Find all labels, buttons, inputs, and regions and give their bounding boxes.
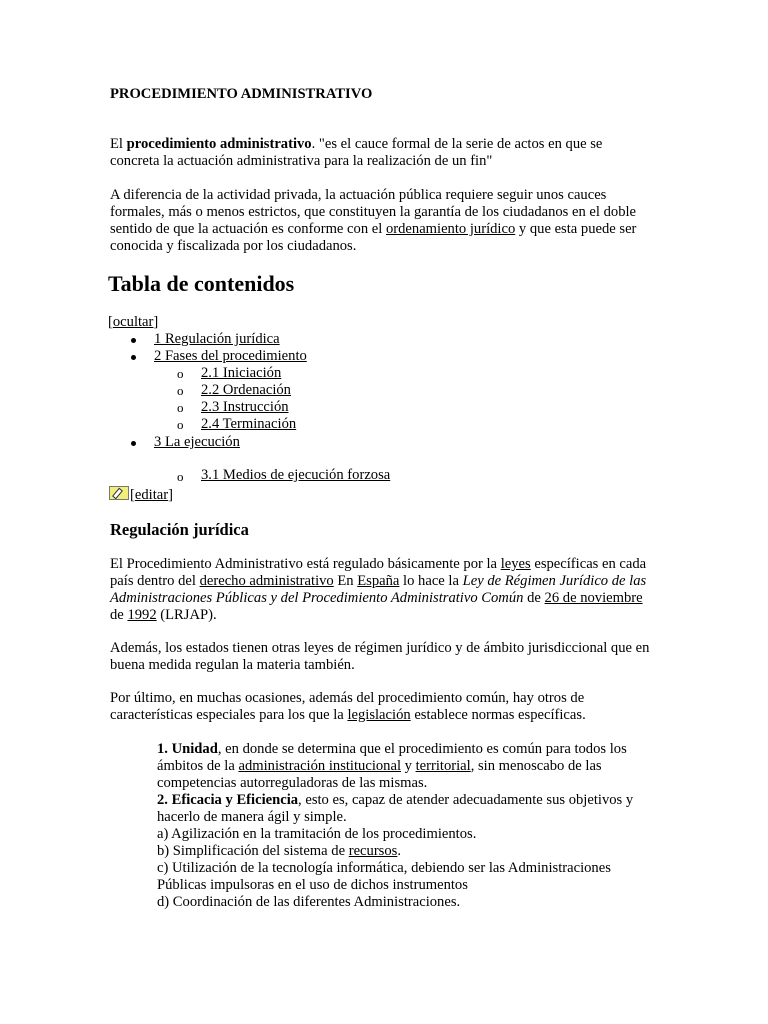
bullet-icon: [131, 355, 136, 360]
law-title-italic: Ley de Régimen Jurídico de las Administraciones Públicas y del Procedimiento Administrativo Común: [110, 573, 647, 606]
link-1992[interactable]: 1992: [127, 607, 157, 623]
edit-link[interactable]: editar: [134, 487, 169, 503]
text: específicas en cada país dentro del: [110, 556, 647, 589]
toc-item-regulacion[interactable]: 1 Regulación jurídica: [154, 331, 280, 347]
principle-title: 1. Unidad: [157, 741, 218, 757]
text: establece normas específicas.: [410, 707, 586, 723]
bracket-open: [: [130, 487, 135, 503]
text: , sin menoscabo de las competencias autorreguladoras de las mismas.: [157, 758, 602, 791]
link-espana[interactable]: España: [357, 573, 400, 589]
paragraph-regulacion: [110, 556, 655, 624]
text: , esto es, capaz de atender adecuadamente sus objetivos y hacerlo de manera ágil y simple.: [157, 792, 634, 825]
toc-item-terminacion[interactable]: 2.4 Terminación: [201, 416, 297, 432]
toc-hide-link[interactable]: ocultar: [112, 314, 154, 330]
toc-item-iniciacion[interactable]: 2.1 Iniciación: [201, 365, 282, 381]
toc-heading: Tabla de contenidos: [108, 271, 295, 296]
link-territorial[interactable]: territorial: [415, 758, 471, 774]
paragraph-text: A diferencia de la actividad privada, la actuación pública requiere seguir unos cauces formales, más o menos estrictos, que constituyen la garantía de los ciudadanos en el doble sentido de que la actuación es conforme con el: [110, 187, 637, 237]
paragraph-por-ultimo: [110, 690, 655, 724]
edit-section: [109, 486, 654, 504]
link-recursos[interactable]: recursos: [348, 843, 398, 859]
intro-text: El: [110, 136, 127, 152]
sub-bullet-icon: o: [177, 383, 184, 398]
link-legislacion[interactable]: legislación: [347, 707, 411, 723]
bullet-icon: [131, 441, 136, 446]
toc-item-instruccion[interactable]: 2.3 Instrucción: [201, 399, 289, 415]
toc-item-ordenacion[interactable]: 2.2 Ordenación: [201, 382, 291, 398]
bracket-close: ]: [168, 487, 173, 503]
principles-list: [157, 741, 657, 911]
sub-bullet-icon: o: [177, 366, 184, 381]
intro-quote: . "es el cauce formal de la serie de actos en que se concreta la actuación administrativa para la realización de un fin": [110, 136, 603, 169]
link-administracion-institucional[interactable]: administración institucional: [238, 758, 401, 774]
link-ordenamiento-juridico[interactable]: ordenamiento jurídico: [385, 221, 516, 237]
toc-toggle: [108, 314, 653, 331]
sub-bullet-icon: o: [177, 417, 184, 432]
link-derecho-administrativo[interactable]: derecho administrativo: [199, 573, 334, 589]
sub-bullet-icon: o: [177, 400, 184, 415]
principle-unidad: [157, 741, 657, 792]
bullet-icon: [131, 338, 136, 343]
text: de: [110, 607, 128, 623]
list-item-c: c) Utilización de la tecnología informática, debiendo ser las Administraciones Públicas impulsoras en el uso de dichos instrumentos: [157, 860, 611, 893]
list-item-d: d) Coordinación de las diferentes Administraciones.: [157, 894, 461, 910]
toc-item-ejecucion[interactable]: 3 La ejecución: [154, 434, 240, 450]
toc-item-fases[interactable]: 2 Fases del procedimiento: [154, 348, 307, 364]
link-leyes[interactable]: leyes: [500, 556, 531, 572]
list-item-a: a) Agilización en la tramitación de los procedimientos.: [157, 826, 477, 842]
toc-item-medios[interactable]: 3.1 Medios de ejecución forzosa: [201, 467, 391, 483]
intro-bold-term: procedimiento administrativo: [126, 136, 312, 152]
paragraph-ademas: Además, los estados tienen otras leyes de régimen jurídico y de ámbito jurisdiccional que en buena medida regulan la materia también.: [110, 640, 650, 673]
paragraph-actividad: [110, 187, 655, 255]
text: , en donde se determina que el procedimiento es común para todos los ámbitos de la: [157, 741, 627, 774]
link-26-noviembre[interactable]: 26 de noviembre: [544, 590, 643, 606]
list-item-b: [157, 843, 657, 860]
text: (LRJAP).: [156, 607, 217, 623]
bracket-open: [: [108, 314, 113, 330]
text: En: [333, 573, 358, 589]
text: lo hace la: [399, 573, 463, 589]
section-heading-regulacion: Regulación jurídica: [110, 520, 249, 539]
paragraph-text-end: y que esta puede ser conocida y fiscalizada por los ciudadanos.: [110, 221, 637, 254]
bracket-close: ]: [153, 314, 159, 330]
text: de: [523, 590, 545, 606]
edit-pencil-icon[interactable]: [109, 486, 129, 500]
text: b) Simplificación del sistema de: [157, 843, 349, 859]
text: y: [401, 758, 416, 774]
principle-eficacia: [157, 792, 657, 826]
text: .: [397, 843, 401, 859]
principle-title: 2. Eficacia y Eficiencia: [157, 792, 299, 808]
intro-paragraph: [110, 136, 655, 170]
text: El Procedimiento Administrativo está regulado básicamente por la: [110, 556, 501, 572]
text: Por último, en muchas ocasiones, además del procedimiento común, hay otros de características especiales para los que la: [110, 690, 585, 723]
sub-bullet-icon: o: [177, 469, 184, 484]
document-title: PROCEDIMIENTO ADMINISTRATIVO: [110, 86, 373, 102]
